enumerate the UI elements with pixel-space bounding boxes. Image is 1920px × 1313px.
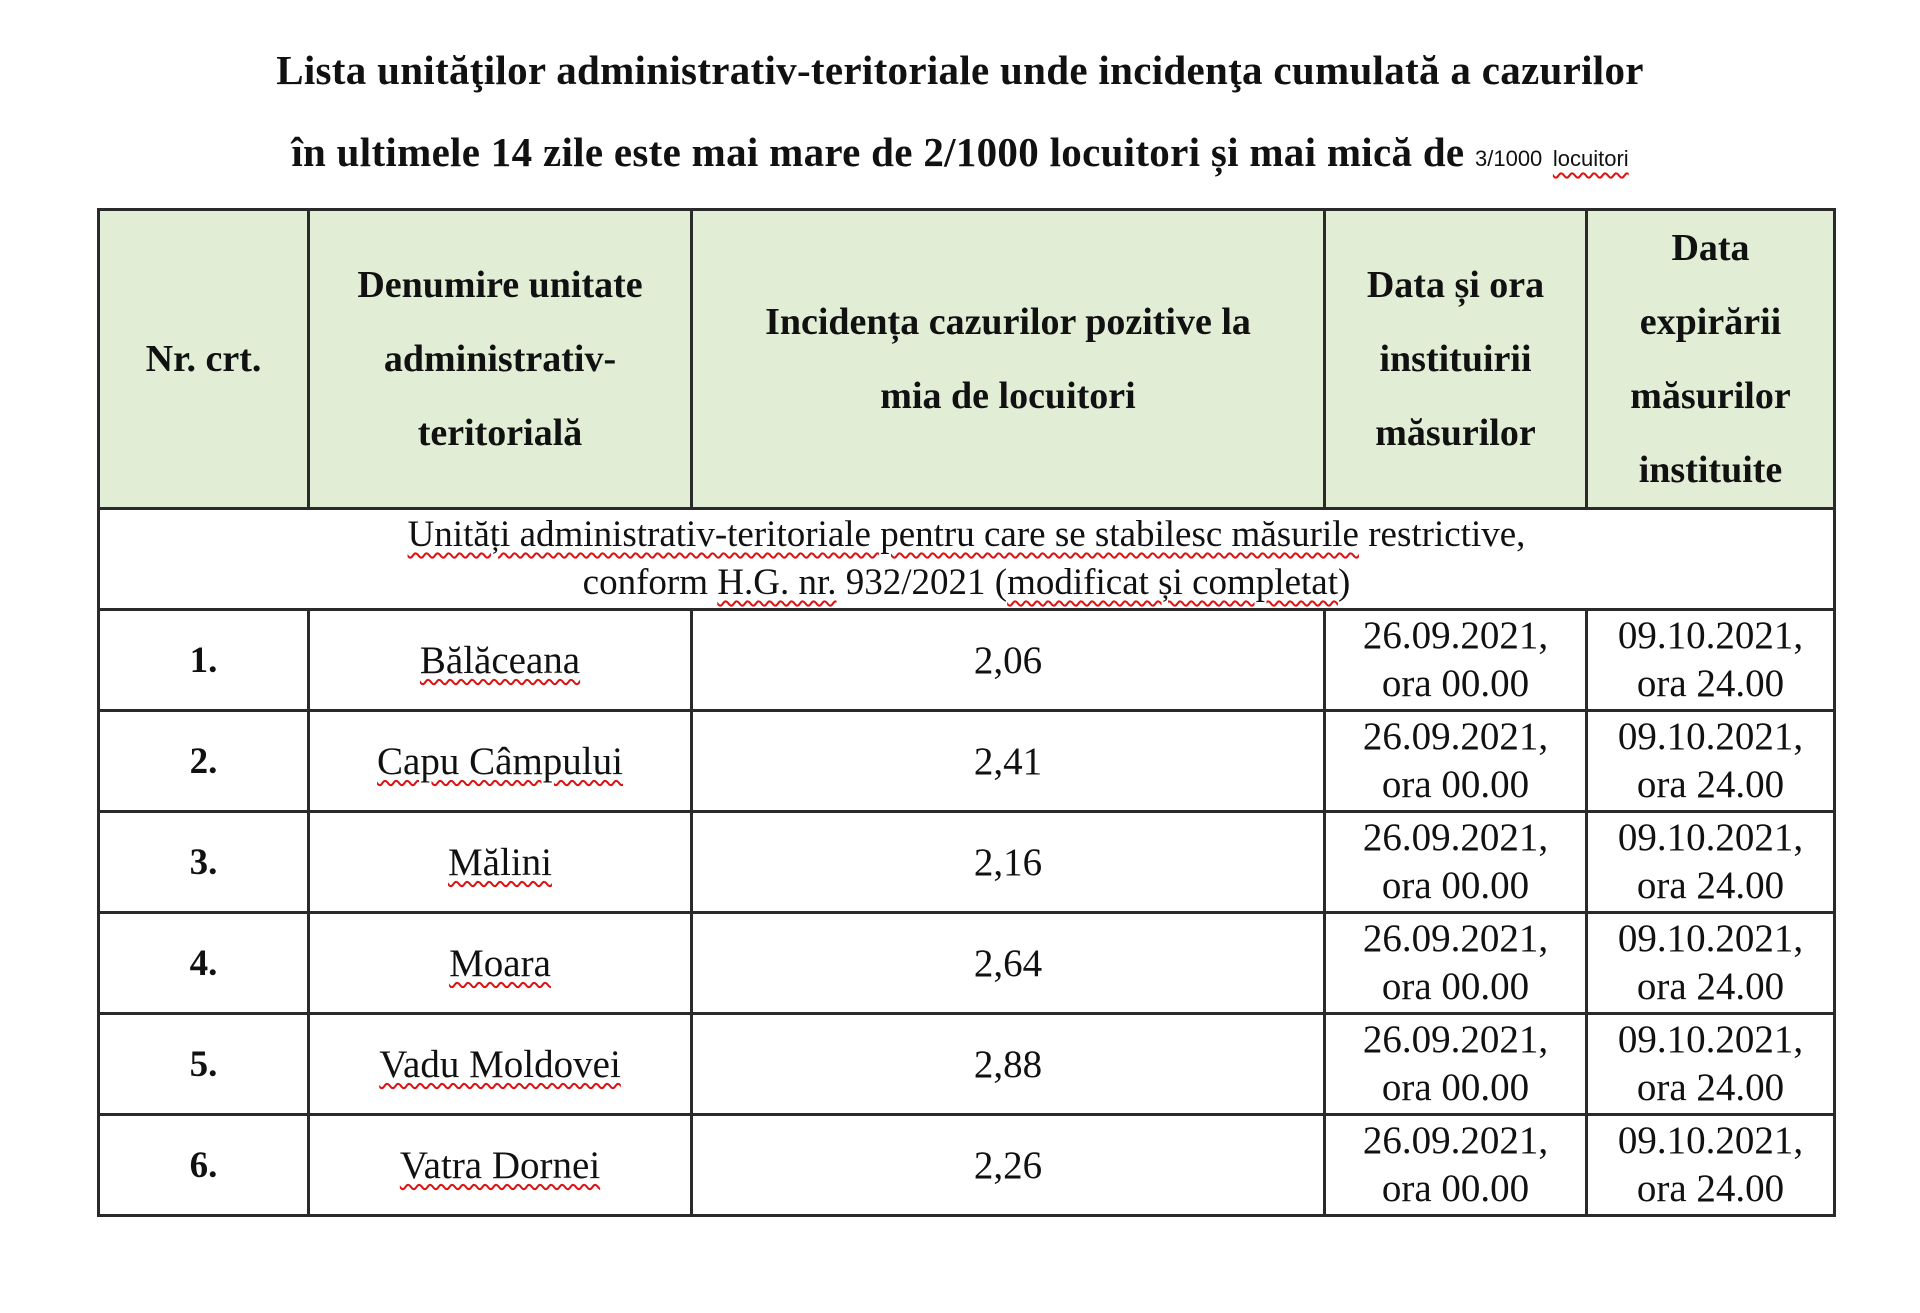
cell-end: 09.10.2021, ora 24.00 xyxy=(1587,812,1835,913)
cell-incidence: 2,88 xyxy=(692,1014,1325,1115)
cell-nr: 3. xyxy=(99,812,309,913)
cell-incidence: 2,16 xyxy=(692,812,1325,913)
table-row xyxy=(99,1014,1835,1115)
cell-incidence: 2,64 xyxy=(692,913,1325,1014)
cell-start: 26.09.2021, ora 00.00 xyxy=(1325,913,1587,1014)
cell-nr: 5. xyxy=(99,1014,309,1115)
cell-name: Moara xyxy=(309,913,692,1014)
cell-nr: 6. xyxy=(99,1115,309,1216)
header-start: Data și ora instituirii măsurilor xyxy=(1325,210,1587,509)
table-row xyxy=(99,913,1835,1014)
cell-name: Bălăceana xyxy=(309,610,692,711)
table-row xyxy=(99,812,1835,913)
cell-end: 09.10.2021, ora 24.00 xyxy=(1587,1014,1835,1115)
cell-nr: 4. xyxy=(99,913,309,1014)
table-row xyxy=(99,711,1835,812)
table-row xyxy=(99,610,1835,711)
cell-nr: 1. xyxy=(99,610,309,711)
cell-nr: 2. xyxy=(99,711,309,812)
cell-start: 26.09.2021, ora 00.00 xyxy=(1325,610,1587,711)
title-line-1: Lista unităţilor administrativ-teritoriale unde incidenţa cumulată a cazurilor xyxy=(276,47,1644,93)
cell-incidence: 2,26 xyxy=(692,1115,1325,1216)
cell-start: 26.09.2021, ora 00.00 xyxy=(1325,711,1587,812)
cell-start: 26.09.2021, ora 00.00 xyxy=(1325,812,1587,913)
table-row xyxy=(99,1115,1835,1216)
section-label xyxy=(99,509,1835,610)
title-line-2-text: în ultimele 14 zile este mai mare de 2/1000 locuitori și mai mică de xyxy=(291,129,1465,175)
table-header-row xyxy=(99,210,1835,509)
cell-name: Mălini xyxy=(309,812,692,913)
title-line-2 xyxy=(0,129,1920,179)
title-line-2-small: 3/1000 xyxy=(1475,146,1543,171)
header-end: Data expirării măsurilor instituite xyxy=(1587,210,1835,509)
title-line-2-small-underlined: locuitori xyxy=(1552,146,1629,171)
cell-name: Vadu Moldovei xyxy=(309,1014,692,1115)
cell-end: 09.10.2021, ora 24.00 xyxy=(1587,913,1835,1014)
cell-end: 09.10.2021, ora 24.00 xyxy=(1587,1115,1835,1216)
cell-end: 09.10.2021, ora 24.00 xyxy=(1587,711,1835,812)
cell-incidence: 2,41 xyxy=(692,711,1325,812)
section-label-line-1: Unități administrativ-teritoriale pentru care se stabilesc măsurile restrictive, xyxy=(407,514,1526,555)
cell-start: 26.09.2021, ora 00.00 xyxy=(1325,1014,1587,1115)
cell-incidence: 2,06 xyxy=(692,610,1325,711)
cell-start: 26.09.2021, ora 00.00 xyxy=(1325,1115,1587,1216)
section-row xyxy=(99,509,1835,610)
cell-name: Capu Câmpului xyxy=(309,711,692,812)
cell-end: 09.10.2021, ora 24.00 xyxy=(1587,610,1835,711)
header-name: Denumire unitate administrativ-teritorială xyxy=(309,210,692,509)
header-incidence: Incidența cazurilor pozitive la mia de locuitori xyxy=(692,210,1325,509)
measures-table xyxy=(97,208,1836,1217)
cell-name: Vatra Dornei xyxy=(309,1115,692,1216)
header-nr: Nr. crt. xyxy=(99,210,309,509)
section-label-line-2: conform H.G. nr. 932/2021 (modificat și completat) xyxy=(582,562,1351,603)
